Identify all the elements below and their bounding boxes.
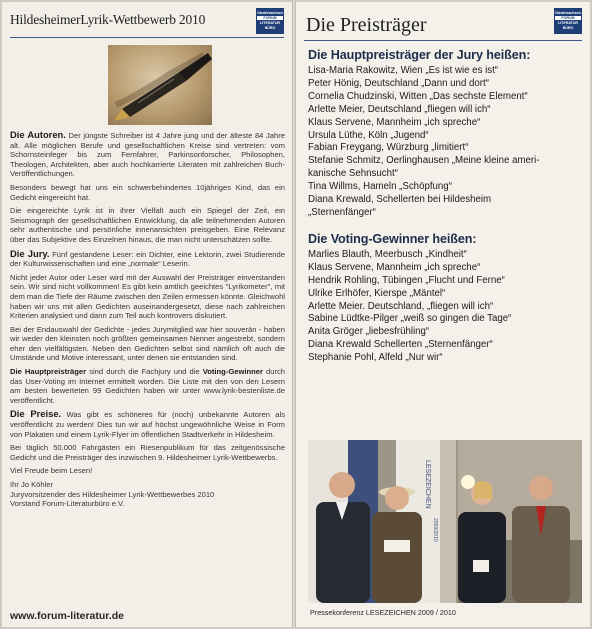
signature-org: Vorstand Forum-Literaturbüro e.V. xyxy=(10,499,125,509)
voting-winners-list xyxy=(308,249,584,365)
forum-literatur-logo-right xyxy=(554,8,582,34)
jury-winners-list xyxy=(308,65,584,220)
list-item: Diana Krewald, Schellerten bei Hildesheim xyxy=(308,194,492,206)
paragraph-5: Nicht jeder Autor oder Leser wird mit der Auswahl der Preisträger einverstanden sein. Wir sind nicht vollkommen! Es gibt kein amtlich geeichtes "Lyrikometer", mit dem man die Tiefe der Räume zwischen den Zeilen ermessen könnte. Gleichwohl haben wir uns mit allen Gedichten auseinandergesetzt, diese nach zahlreichen Kriterien analysiert und dann zum Teil auch kontrovers diskutiert. xyxy=(10,272,285,321)
press-conference-photo xyxy=(308,440,582,603)
paragraph-autoren xyxy=(10,130,285,179)
list-item: Arlette Meier, Deutschland „fliegen will ich“ xyxy=(308,103,491,115)
signature-role: Juryvorsitzender des Hildesheimer Lyrik-Wettbewerbes 2010 xyxy=(10,489,215,499)
hauptpreistraeger-bold: Die Hauptpreisträger xyxy=(10,367,87,377)
left-page xyxy=(2,2,292,627)
pen-icon xyxy=(108,45,212,125)
website-link[interactable]: www.forum-literatur.de xyxy=(10,610,124,622)
press-photo-illustration xyxy=(308,440,582,603)
paragraph-2: Besonders bewegt hat uns ein schwerbehindertes 10jähriges Kind, das ein Gedicht eingereicht hat. xyxy=(10,182,285,202)
logo-line-small: BÜRO xyxy=(264,25,276,30)
logo-line-bot: LITERATUR xyxy=(557,21,579,26)
list-item: Tina Willms, Hameln „Schöpfung“ xyxy=(308,181,452,193)
fountain-pen-image xyxy=(108,45,212,125)
left-body-text xyxy=(10,130,285,509)
jury-winners-heading: Die Hauptpreisträger der Jury heißen: xyxy=(308,48,531,62)
paragraph-9: Bei täglich 50.000 Fahrgästen ein Riesenpublikum für das zeitgenössische Gedicht und die Preisträger des inzwischen 9. Hildesheimer Lyrik-Wettbewerbs. xyxy=(10,443,285,462)
list-item: Cornelia Chudzinski, Witten „Das sechste Element“ xyxy=(308,90,528,102)
logo-line-mid: FORUM xyxy=(555,16,581,20)
logo-line-top: Niedersachsen xyxy=(257,11,283,15)
paragraph-preise xyxy=(10,409,285,439)
list-item: Stefanie Schmitz, Oerlinghausen „Meine kleine ameri- xyxy=(308,155,540,167)
list-item: Sabine Lüdtke-Pilger „weiß so gingen die Tage“ xyxy=(308,313,512,325)
autoren-text: Der jüngste Schreiber ist 4 Jahre jung und der älteste 84 Jahre alt. Alle möglichen Berufe und gesellschaftlichen Kreise sind vertreten: vom Schornsteinfeger bis zum Fernfahrer, Parkinsonforscher, Philosophen, Theologen, Architekten, aber auch hochkarrierte Literaten mit zahlreichen Buch-Veröffentlichungen. xyxy=(10,131,285,179)
paragraph-10: Viel Freude beim Lesen! xyxy=(10,466,93,476)
list-item: „Sternenfänger“ xyxy=(308,206,376,218)
forum-literatur-logo xyxy=(256,8,284,34)
paragraph-jury xyxy=(10,249,285,269)
paragraph-6: Bei der Endauswahl der Gedichte - jedes Jurymitglied war hier souverän - haben wir weder den kleinsten noch größten gemeinsamen Nenner angestrebt, sondern eher den vielfältigsten. Neben den Gedichten selbst sind nämlich oft auch die Umstände und Motive interessant, unter denen sie entstanden sind. xyxy=(10,324,285,363)
list-item: Stephanie Pohl, Alfeld „Nur wir“ xyxy=(308,352,443,364)
p7-text-1: sind durch die Fachjury und die xyxy=(86,367,203,377)
paragraph-3: Die eingereichte Lyrik ist in ihrer Vielfalt auch ein Spiegel der Zeit, ein Seismograph der gesellschaftlichen Entwicklung, da alle teilnehmenden Autoren sehr authentische und persönliche innenansichten preisgeben. Eine Relevanz über das Subjektive des Einzelnen hinaus, die man nicht unterschätzen sollte. xyxy=(10,206,285,244)
banner-year: 2009/2010 xyxy=(432,518,438,542)
p7-text-2: durch das User-Voting im Internet ermittelt worden. Die Liste mit den von den Lesern am besten bewerteten 99 Gedichten haben wir unter www.lyrik-bestenliste.de veröffentlicht. xyxy=(10,367,286,405)
logo-line-bot: LITERATUR xyxy=(259,21,281,26)
list-item: Arlette Meier. Deutschland, „fliegen will ich“ xyxy=(308,300,494,312)
list-item: Hendrik Rohling, Tübingen „Flucht und Ferne“ xyxy=(308,274,505,286)
winners-column xyxy=(308,48,584,365)
list-item: Klaus Servene, Mannheim „ich spreche“ xyxy=(308,116,481,128)
header-rule xyxy=(304,40,582,41)
voting-gewinner-bold: Voting-Gewinner xyxy=(202,367,263,377)
list-item: Anita Gröger „liebesfrühling“ xyxy=(308,326,430,338)
signature-block xyxy=(10,480,285,509)
list-item: Marlies Blauth, Meerbusch „Kindheit“ xyxy=(308,248,467,260)
right-header-title: Die Preisträger xyxy=(306,14,427,36)
preise-lead: Die Preise. xyxy=(10,408,62,420)
jury-text: Fünf gestandene Leser: ein Dichter, eine Lektorin, zwei Studierende der Kulturwissenschaften und eine „normale“ Leserin. xyxy=(10,249,285,269)
logo-line-top: Niedersachsen xyxy=(555,11,581,15)
list-item: Peter Hönig, Deutschland „Dann und dort“ xyxy=(308,77,489,89)
banner-text: LESEZEICHEN xyxy=(424,460,431,509)
autoren-lead: Die Autoren. xyxy=(10,129,66,140)
photo-caption: Pressekonferenz LESEZEICHEN 2009 / 2010 xyxy=(310,608,456,617)
list-item: Ursula Lüthe, Köln „Jugend“ xyxy=(308,129,429,141)
preise-text: Was gibt es schöneres für (noch) unbekannte Autoren als veröffentlicht zu werden! Dies tun wir auf höchst ungewöhnliche Weise in Form von Plakaten und einem Lyrik-Flyer im öffentlichen Stadtverkehr in Hildesheim. xyxy=(10,410,285,439)
signature-name: Ihr Jo Köhler xyxy=(10,480,54,489)
list-item: kanische Sehnsucht“ xyxy=(308,168,398,180)
list-item: Lisa-Maria Rakowitz, Wien „Es ist wie es ist“ xyxy=(308,65,499,76)
logo-line-small: BÜRO xyxy=(562,25,574,30)
voting-winners-heading: Die Voting-Gewinner heißen: xyxy=(308,231,477,246)
list-item: Klaus Servene, Mannheim „ich spreche“ xyxy=(308,261,481,273)
jury-lead: Die Jury. xyxy=(10,247,50,259)
list-item: Diana Krewald Schellerten „Sternenfänger“ xyxy=(308,339,493,351)
list-item: Fabian Freygang, Würzburg „limitiert“ xyxy=(308,142,469,154)
logo-line-mid: FORUM xyxy=(257,16,283,20)
left-header-title: HildesheimerLyrik-Wettbewerb 2010 xyxy=(10,12,206,27)
header-rule xyxy=(10,37,284,38)
paragraph-7 xyxy=(10,367,285,405)
list-item: Ulrike Erlhöfer, Kierspe „Mäntel“ xyxy=(308,287,446,299)
right-page xyxy=(296,2,590,627)
